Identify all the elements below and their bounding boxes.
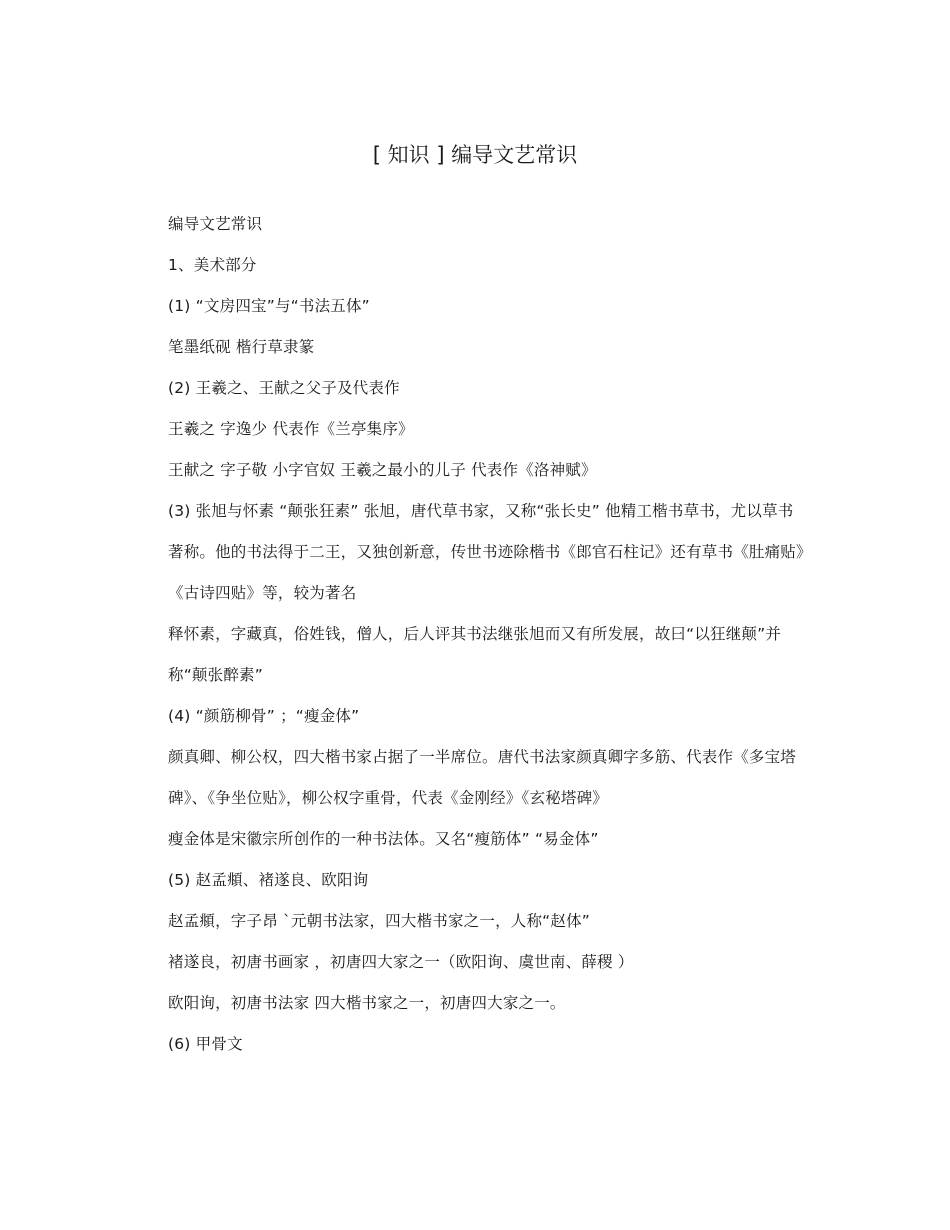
paragraph-heading: 编导文艺常识 bbox=[168, 215, 263, 233]
paragraph-text: 褚遂良，初唐书画家 ，初唐四大家之一（欧阳询、虞世南、薛稷 ） bbox=[168, 953, 634, 971]
paragraph-text: 王羲之 字逸少 代表作《兰亭集序》 bbox=[168, 420, 414, 438]
paragraph-item-1: (1) “文房四宝”与“书法五体” bbox=[168, 297, 370, 315]
document-title: [ 知识 ] 编导文艺常识 bbox=[372, 143, 578, 167]
document-body bbox=[140, 204, 805, 1065]
paragraph-text: 赵孟頫，字子昂 `元朝书法家，四大楷书家之一，人称“赵体” bbox=[168, 912, 591, 930]
paragraph-item-3: (3) 张旭与怀素 “颠张狂素” 张旭，唐代草书家，又称“张长史” 他精工楷书草书，尤以草书著称。他的书法得于二王，又独创新意，传世书迹除楷书《郎官石柱记》还有草书《肚痛贴》《古诗四贴》等，较为著名 bbox=[168, 502, 804, 602]
paragraph-text: 瘦金体是宋徽宗所创作的一种书法体。又名“瘦筋体” “易金体” bbox=[168, 830, 599, 848]
paragraph-text: 释怀素，字藏真，俗姓钱，僧人，后人评其书法继张旭而又有所发展，故曰“以狂继颠”并称“颠张醉素” bbox=[168, 625, 782, 684]
paragraph-text: 颜真卿、柳公权，四大楷书家占据了一半席位。唐代书法家颜真卿字多筋、代表作《多宝塔碑》、《争坐位贴》，柳公权字重骨，代表《金刚经》《玄秘塔碑》 bbox=[168, 748, 797, 807]
paragraph-text: 欧阳询，初唐书法家 四大楷书家之一，初唐四大家之一。 bbox=[168, 994, 566, 1012]
paragraph-section-1: 1、美术部分 bbox=[168, 256, 257, 274]
paragraph-item-2: (2) 王羲之、王献之父子及代表作 bbox=[168, 379, 400, 397]
paragraph-item-5: (5) 赵孟頫、褚遂良、欧阳询 bbox=[168, 871, 369, 889]
paragraph-item-4: (4) “颜筋柳骨” ；“瘦金体” bbox=[168, 707, 360, 725]
paragraph-text: 王献之 字子敬 小字官奴 王羲之最小的儿子 代表作《洛神赋》 bbox=[168, 461, 597, 479]
paragraph-item-6: (6) 甲骨文 bbox=[168, 1035, 243, 1053]
paragraph-text: 笔墨纸砚 楷行草隶篆 bbox=[168, 338, 315, 356]
